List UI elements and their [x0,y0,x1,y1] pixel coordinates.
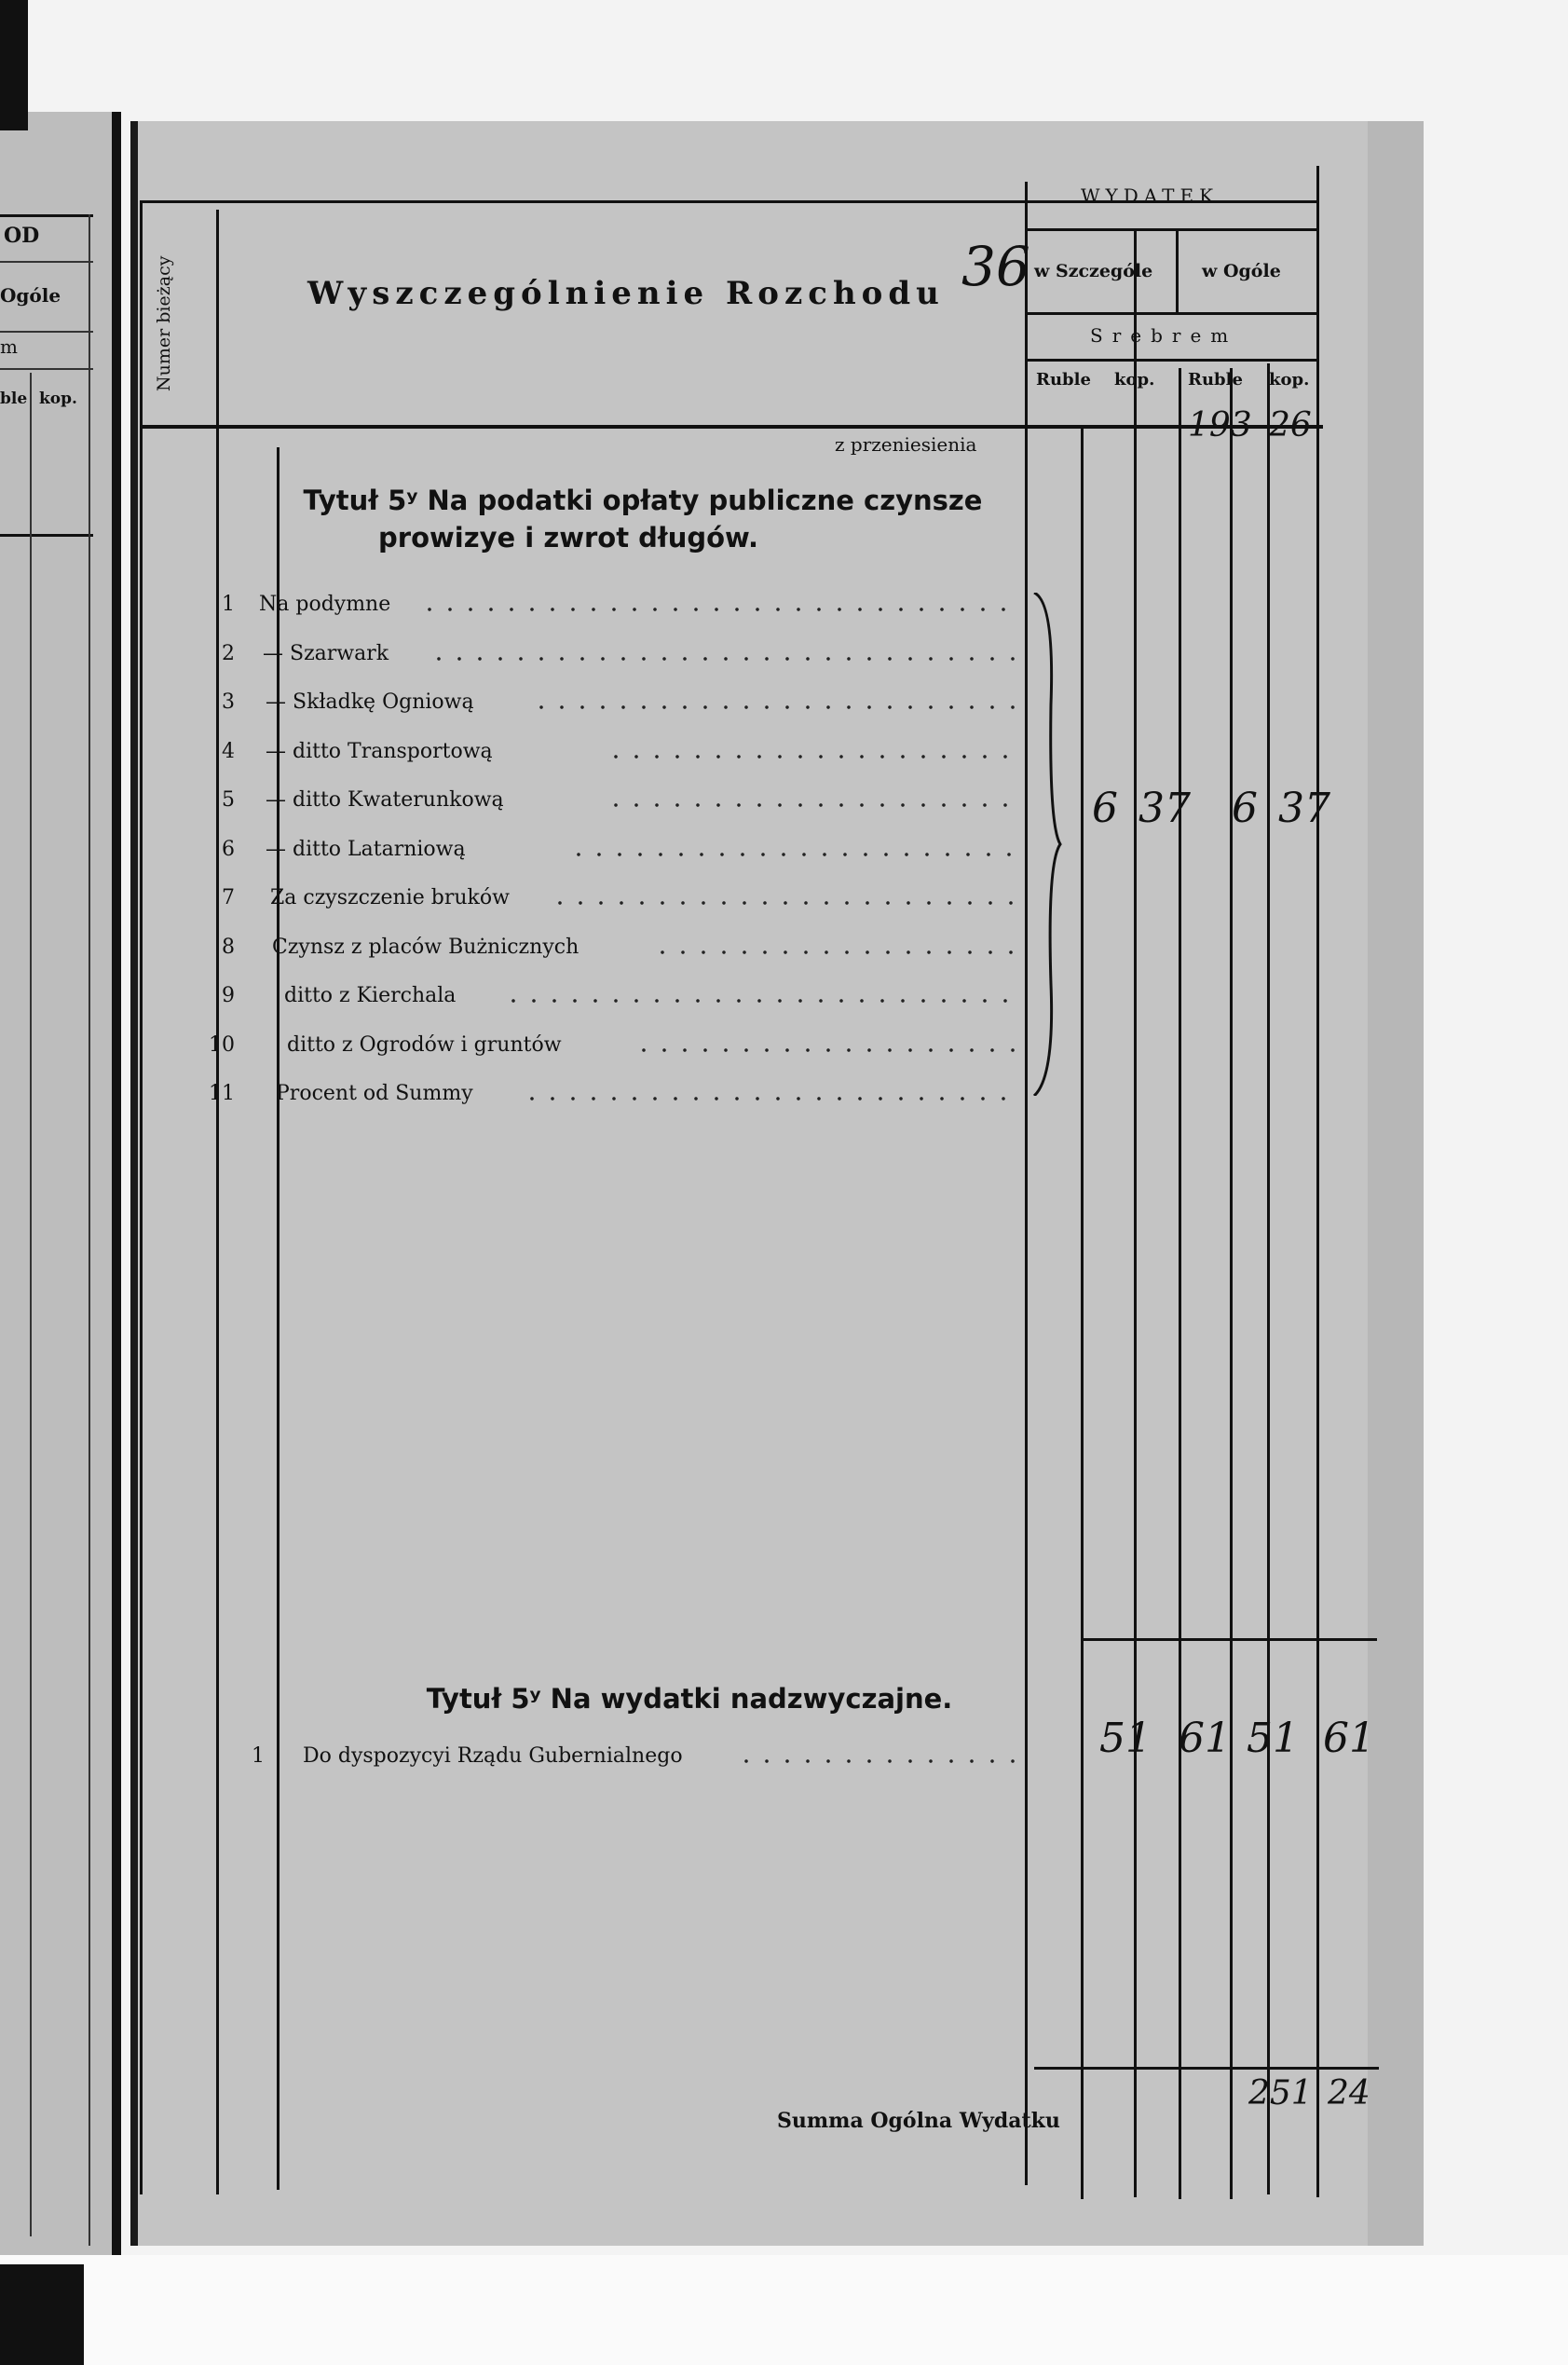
left-rule [0,261,93,263]
dot-leader [522,1097,1020,1100]
dot-leader [429,657,1020,661]
amount-column-rule [1025,182,1028,2185]
section1-title-line1: Tytuł 5ʸ Na podatki opłaty publiczne czynsze [303,485,983,516]
left-col-line [30,373,32,2236]
row-number: 7 [222,886,235,909]
number-column-rule [216,210,219,2194]
brace-mark [1025,593,1062,1096]
carry-over-label: z przeniesienia [835,433,977,456]
grand-total-rubles: 251 [1248,2074,1313,2112]
section1-detail-kop: 37 [1139,785,1191,832]
kop-col-2: kop. [1269,370,1310,390]
scan-edge-dark [0,0,28,130]
row-text: Czynsz z placów Bużnicznych [272,935,579,959]
left-header-fragment: OD [4,224,40,248]
row-text: — ditto Transportową [266,739,493,763]
row-text: — Składkę Ogniową [266,690,474,714]
w-ogole-heading: w Ogóle [1202,261,1281,281]
row-text: — Szarwark [263,641,389,665]
kop-col-1: kop. [1114,370,1155,390]
carry-over-rubles: 193 [1188,406,1252,444]
section2-total-kop: 61 [1323,1715,1375,1762]
section2-row-number: 1 [252,1744,265,1768]
row-text: ditto z Kierchala [284,984,457,1007]
section1-total-kop: 37 [1278,785,1330,832]
header-bottom-rule [140,425,1323,429]
section2-row-text: Do dyspozycyi Rządu Gubernialnego [303,1744,683,1768]
ruble-col-2: Ruble [1188,370,1243,390]
grand-total-label: Summa Ogólna Wydatku [777,2109,1060,2133]
left-page-fragment [0,112,121,2264]
row-number: 4 [222,739,235,763]
left-col-line [89,214,90,2246]
szczegole-rule [1025,312,1319,315]
row-text: ditto z Ogrodów i gruntów [287,1032,562,1057]
left-sub-col-1: ble [0,390,28,408]
dot-leader [736,1759,1016,1763]
row-text: Na podymne [259,593,391,616]
dot-leader [568,853,1020,856]
wydatek-rule [1025,228,1319,231]
left-sub-col-2: kop. [39,390,77,408]
row-number: 10 [209,1032,235,1057]
table-right-rule [1316,166,1319,2197]
dot-leader [503,999,1020,1003]
row-number: 8 [222,935,235,959]
row-number: 9 [222,984,235,1007]
sub-heading-rule [1176,231,1179,315]
dot-leader [634,1048,1020,1052]
amount-column-rule [1230,368,1233,2199]
row-text: Procent od Summy [276,1082,473,1105]
section1-total-rubles: 6 [1232,785,1258,832]
row-number: 6 [222,837,235,861]
left-sub-fragment: m [0,335,18,358]
table-left-rule [140,200,143,2194]
section1-title-line2: prowizye i zwrot długów. [378,522,758,554]
dot-leader [531,705,1020,709]
srebrem-heading: Srebrem [1090,324,1238,347]
left-col-fragment: Ogóle [0,284,61,307]
srebrem-rule [1025,359,1319,362]
section2-detail-kop: 61 [1179,1715,1231,1762]
dot-leader [606,803,1020,807]
row-text: — ditto Kwaterunkową [266,788,504,812]
row-text: Za czyszczenie bruków [270,886,510,909]
amount-column-rule [1081,429,1084,2199]
left-rule [0,331,93,333]
page-edge-shade [1368,121,1424,2246]
amount-column-rule [1134,231,1137,2197]
carry-over-kop: 26 [1269,406,1312,444]
number-column-label: Numer bieżący [154,255,174,391]
amount-column-rule [1179,368,1181,2199]
grand-total-kop: 24 [1328,2074,1370,2112]
row-number: 5 [222,788,235,812]
dot-leader [419,608,1020,611]
page-mark: 36 [961,235,1030,298]
wydatek-heading: WYDATEK [1081,185,1220,207]
section1-detail-rubles: 6 [1092,785,1118,832]
row-text: — ditto Latarniową [266,837,466,861]
row-number: 11 [209,1082,235,1105]
row-number: 2 [222,641,235,665]
page-title: Wyszczególnienie Rozchodu [307,275,945,312]
section-divider [1081,1638,1377,1641]
dot-leader [652,950,1020,954]
dot-leader [550,901,1020,905]
section2-detail-rubles: 51 [1099,1715,1152,1762]
scan-edge-dark [0,2264,84,2365]
dot-leader [606,755,1020,759]
ruble-col-1: Ruble [1036,370,1091,390]
scan-bottom-margin [0,2255,1568,2365]
left-rule [0,368,93,370]
w-szczegole-heading: w Szczególe [1034,261,1153,281]
total-rule [1034,2067,1379,2070]
row-number: 3 [222,690,235,714]
row-number: 1 [222,593,235,616]
amount-column-rule [1267,363,1270,2194]
section2-title: Tytuł 5ʸ Na wydatki nadzwyczajne. [426,1683,953,1715]
section2-total-rubles: 51 [1247,1715,1299,1762]
